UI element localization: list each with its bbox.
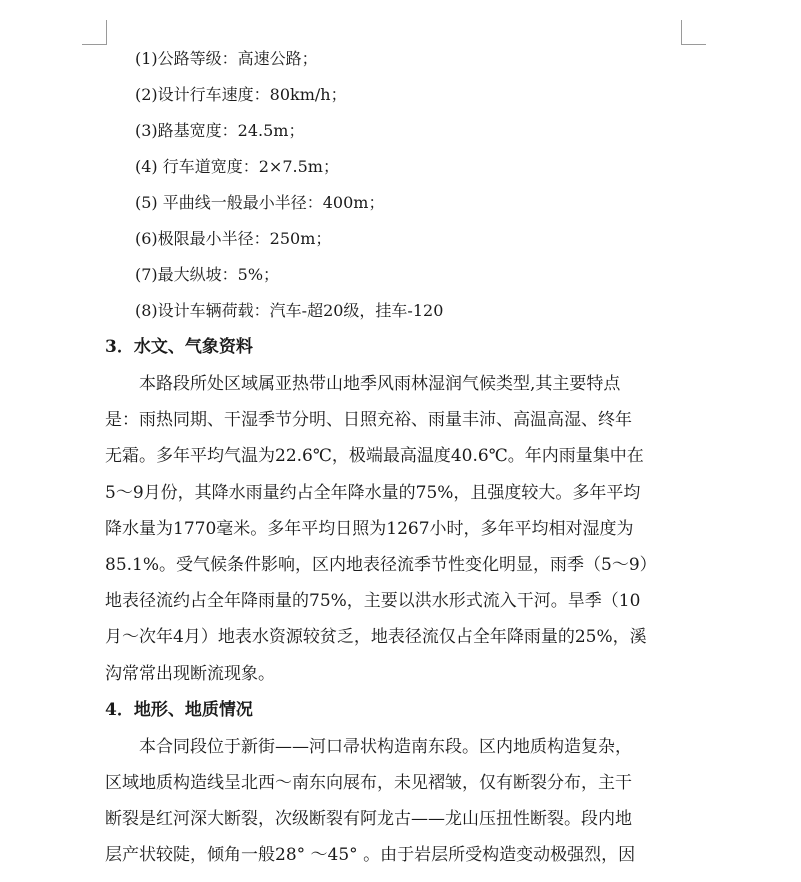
- spec-item-3: (3)路基宽度：24.5m；: [135, 121, 305, 140]
- paragraph-line: 降水量为1770毫米。多年平均日照为1267小时，多年平均相对湿度为: [105, 518, 634, 539]
- paragraph-line: 85.1%。受气候条件影响，区内地表径流季节性变化明显，雨季（5～9）: [105, 555, 657, 576]
- section-3-paragraph: [105, 366, 685, 692]
- paragraph-line: 月～次年4月）地表水资源较贫乏，地表径流仅占全年降雨量的25%，溪: [105, 627, 647, 648]
- paragraph-line: 层产状较陡，倾角一般28° ～45° 。由于岩层所受构造变动极强烈，因: [105, 845, 636, 866]
- spec-item-8: (8)设计车辆荷载：汽车-超20级，挂车-120: [135, 301, 444, 320]
- paragraph-line: 是：雨热同期、干湿季节分明、日照充裕、雨量丰沛、高温高湿、终年: [105, 410, 632, 431]
- spec-item-2: (2)设计行车速度：80km/h；: [135, 85, 347, 104]
- paragraph-line: 沟常常出现断流现象。: [105, 663, 275, 684]
- paragraph-line: 本合同段位于新街——河口帚状构造南东段。区内地质构造复杂，: [139, 736, 632, 757]
- spec-item-4: (4) 行车道宽度：2×7.5m；: [135, 157, 339, 176]
- section-3-heading: 3．水文、气象资料: [105, 337, 253, 357]
- spec-item-6: (6)极限最小半径：250m；: [135, 229, 332, 248]
- paragraph-line: 断裂是红河深大断裂，次级断裂有阿龙古——龙山压扭性断裂。段内地: [105, 809, 632, 830]
- paragraph-line: 地表径流约占全年降雨量的75%，主要以洪水形式流入干河。旱季（10: [105, 591, 641, 612]
- spec-item-5: (5) 平曲线一般最小半径：400m；: [135, 193, 385, 212]
- section-4-heading: 4．地形、地质情况: [105, 699, 253, 720]
- paragraph-line: 5～9月份，其降水雨量约占全年降水量的75%，且强度较大。多年平均: [105, 482, 641, 503]
- spec-item-7: (7)最大纵坡：5%；: [135, 265, 280, 284]
- paragraph-line: 本路段所处区域属亚热带山地季风雨林湿润气候类型,其主要特点: [139, 374, 621, 394]
- paragraph-line: 区域地质构造线呈北西～南东向展布，未见褶皱，仅有断裂分布，主干: [105, 773, 632, 794]
- paragraph-line: 无霜。多年平均气温为22.6℃，极端最高温度40.6℃。年内雨量集中在: [105, 446, 644, 467]
- spec-item-1: (1)公路等级：高速公路；: [135, 49, 318, 68]
- spec-list: [105, 41, 685, 329]
- section-4-paragraph: [105, 729, 685, 874]
- document-body: [105, 41, 685, 874]
- crop-mark-top-left: [82, 20, 107, 45]
